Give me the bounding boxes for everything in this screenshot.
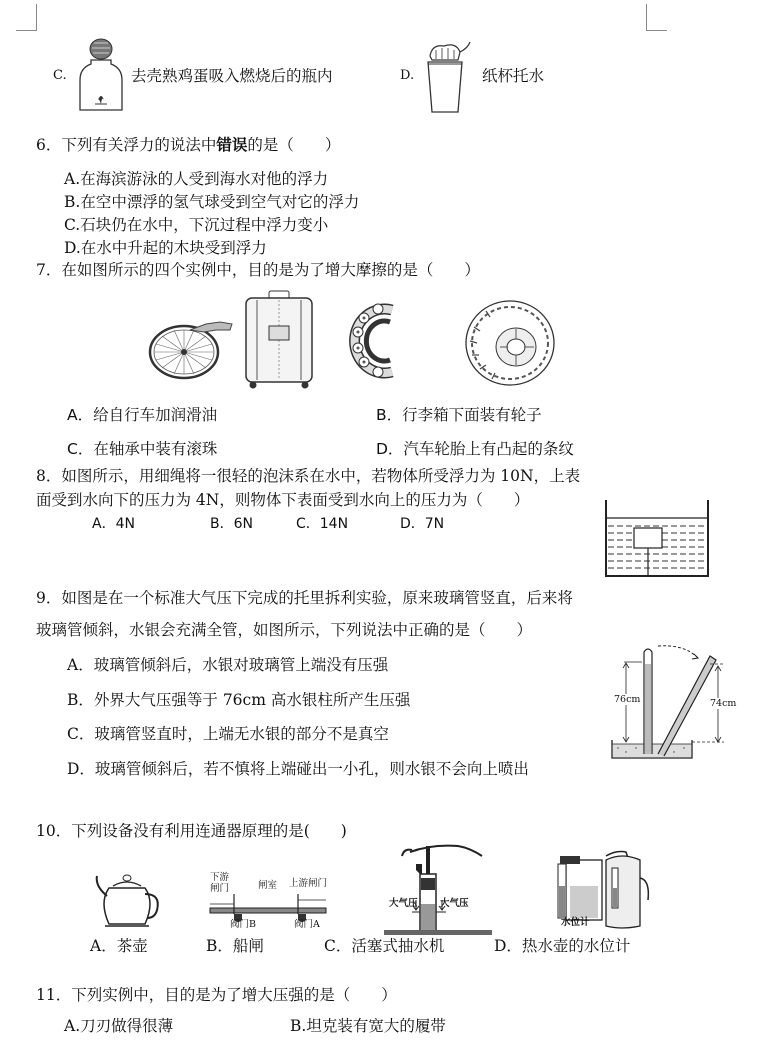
q6-option-c: C.石块仍在水中，下沉过程中浮力变小 <box>64 216 329 234</box>
lock-label-valve-a: 阀门A <box>294 919 320 930</box>
q8-option-c: C．14N <box>296 516 349 532</box>
q9-fig-label-74cm: 74cm <box>710 698 737 709</box>
q8-option-d: D．7N <box>400 516 445 532</box>
ball-bearing-icon <box>352 298 406 384</box>
prev-option-d-text: 纸杯托水 <box>482 67 545 85</box>
piston-pump-icon <box>382 844 494 936</box>
q6-stem <box>36 135 340 155</box>
q7-option-b: B．行李箱下面装有轮子 <box>376 406 542 424</box>
lock-label-upstream-gate: 上游闸门 <box>289 878 328 889</box>
q6-stem-post: 的是（ ） <box>247 136 341 154</box>
q10-option-b: B．船闸 <box>206 937 264 955</box>
q10-option-c: C．活塞式抽水机 <box>324 937 445 955</box>
q11-stem: 11．下列实例中，目的是为了增大压强的是（ ） <box>36 986 397 1004</box>
bicycle-wheel-oil-icon <box>146 316 236 382</box>
q8-stem-line2: 面受到水向下的压力为 4N，则物体下表面受到水向上的压力为（ ） <box>36 491 530 509</box>
teapot-icon <box>95 872 167 930</box>
burning-bottle-egg-icon <box>78 38 124 114</box>
q8-option-a: A．4N <box>92 516 135 532</box>
foam-in-water-tank-icon <box>604 498 710 578</box>
q10-stem: 10．下列设备没有利用连通器原理的是( ) <box>36 822 347 840</box>
q10-option-a: A．茶壶 <box>90 937 148 955</box>
lock-label-downstream-gate: 下游 闸门 <box>210 872 230 894</box>
q7-option-c: C．在轴承中装有滚珠 <box>67 440 218 458</box>
q8-stem-line1: 8．如图所示，用细绳将一很轻的泡沫系在水中，若物体所受浮力为 10N，上表 <box>36 467 581 485</box>
q9-stem-line1: 9．如图是在一个标准大气压下完成的托里拆利实验，原来玻璃管竖直，后来将 <box>36 589 573 607</box>
q11-option-b: B.坦克装有宽大的履带 <box>290 1017 446 1035</box>
page-corner-top-right <box>646 4 667 31</box>
q10-option-d: D．热水壶的水位计 <box>494 937 631 955</box>
q8-option-b: B．6N <box>210 516 253 532</box>
q9-option-a: A．玻璃管倾斜后，水银对玻璃管上端没有压强 <box>67 656 389 674</box>
q7-option-d: D．汽车轮胎上有凸起的条纹 <box>376 440 574 458</box>
q7-option-a: A．给自行车加润滑油 <box>67 406 218 424</box>
paper-cup-hand-icon <box>422 40 472 114</box>
page-corner-top-left <box>16 4 37 31</box>
prev-option-c-label: C. <box>53 68 67 83</box>
prev-option-d-label: D. <box>400 68 415 83</box>
q6-option-a: A.在海滨游泳的人受到海水对他的浮力 <box>64 170 329 188</box>
pump-label-right: 大气压 <box>440 898 469 909</box>
q9-option-c: C．玻璃管竖直时，上端无水银的部分不是真空 <box>67 725 389 743</box>
lock-label-chamber: 闸室 <box>258 880 278 891</box>
prev-option-c-text: 去壳熟鸡蛋吸入燃烧后的瓶内 <box>131 67 333 85</box>
luggage-suitcase-icon <box>243 290 315 390</box>
q6-stem-emphasis: 错误 <box>216 135 248 154</box>
q6-option-d: D.在水中升起的木块受到浮力 <box>64 239 267 257</box>
q6-stem-pre: 6．下列有关浮力的说法中 <box>36 136 217 154</box>
q9-fig-label-76cm: 76cm <box>614 694 641 705</box>
q9-option-d: D．玻璃管倾斜后，若不慎将上端碰出一小孔，则水银不会向上喷出 <box>67 760 529 778</box>
lock-label-valve-b: 阀门B <box>230 919 256 930</box>
q9-stem-line2: 玻璃管倾斜，水银会充满全管，如图所示，下列说法中正确的是（ ） <box>36 621 533 639</box>
q6-option-b: B.在空中漂浮的氢气球受到空气对它的浮力 <box>64 193 360 211</box>
car-tire-icon <box>462 297 558 389</box>
q9-option-b: B．外界大气压强等于 76cm 高水银柱所产生压强 <box>67 691 411 709</box>
q7-stem: 7．在如图所示的四个实例中，目的是为了增大摩擦的是（ ） <box>36 261 480 279</box>
pump-label-left: 大气压 <box>389 898 418 909</box>
q11-option-a: A.刀刃做得很薄 <box>64 1017 174 1035</box>
kettle-label-water-gauge: 水位计 <box>561 917 590 928</box>
